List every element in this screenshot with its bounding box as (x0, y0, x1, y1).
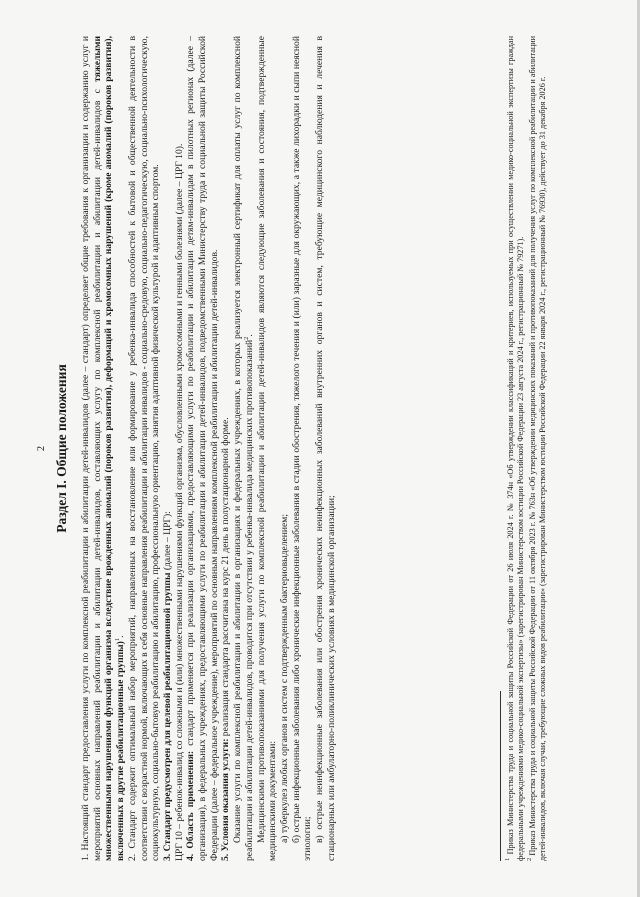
footnote-ref-2: 2 (242, 336, 250, 340)
paragraph-3 (162, 36, 174, 861)
paragraph-1-bold: тяжелыми множественными нарушениями функций организма вследствие врожденных аномалий (пороков развития), деформаций и хромосомных нарушений (кроме аномалий (пороков развития), включенных в другие реабилитационные группы) (91, 36, 127, 861)
page-number: 2 (36, 446, 47, 451)
paragraph-9: б) острые инфекционные заболевания либо хронические инфекционные заболевания в стадии обострения, тяжелого течения и (или) заразные для окружающих, а также лихорадки и сыпи неясной этиологии; (290, 36, 314, 861)
footnotes (506, 36, 549, 861)
paragraph-5 (220, 36, 232, 861)
footnote-ref-1: 1 (114, 637, 122, 642)
paragraph-5-text: реализация стандарта рассчитана на курс 21 день в полустационарной форме. (220, 417, 232, 739)
paragraph-10: в) острые неинфекционные заболевания или обострения хронических неинфекционных заболеваний внутренних органов и систем, требующие медицинского наблюдения и лечения в стационарных или амбулаторно-поликлинических условиях в медицинской организации; (314, 36, 337, 861)
paragraph-1-text: 1. Настоящий стандарт предоставления услуги по комплексной реабилитации и абилитации детей-инвалидов (далее – стандарт) определяет общие требования к организации и содержанию услуг и мероприятий основных направлений реабилитации и абилитации детей-инвалидов, составляющих услугу по комплексной реабилитации и абилитации детей-инвалидов с (80, 36, 103, 861)
paragraph-1 (80, 36, 127, 861)
paragraph-3-bold: 3. Стандарт предусмотрен для целевой реабилитационной группы (161, 572, 173, 861)
paragraph-7: Медицинскими противопоказаниями для получения услуги по комплексной реабилитации и абилитации детей-инвалидов являются следующие заболевания и состояния, подтвержденные медицинскими документами: (255, 36, 279, 861)
paragraph-6-text: Оказание услуги по комплексной реабилитации и абилитации в организациях и федеральных учреждениях, в которых реализуется электронный сертификат для оплаты услуг по комплексной реабилитации и абилитации детей-инвалидов, проводится при отсутствии у ребенка-инвалида медицинских противопоказаний (232, 36, 255, 861)
paragraph-5-bold: 5. Условия оказания услуги: (220, 738, 232, 861)
footnote-1-text: Приказ Министерства труда и социальной защиты Российской Федерации от 26 июля 2024 г. № 374н «Об утверждении классификаций и критериев, используемых при осуществлении медико-социальной экспертизы граждан федеральными учреждениями медико-социальной экспертизы» (зарегистрирован Министерством юстиции Российской Федерации 23 августа 2024 г., регистрационный № 79271). (506, 36, 526, 861)
paragraph-3-text: (далее – ЦРГ): (161, 511, 173, 573)
footnote-2 (525, 36, 549, 861)
footnote-2-marker: 2 (525, 857, 533, 861)
paragraph-4-text: стандарт применяется при реализации организациями, предоставляющими услуги по реабилитации и абилитации детям-инвалидам в пилотных регионах (далее – организация), в федеральных учреждениях, предоставляющими услуги по реабилитации и абилитации детей-инвалидов, подведомственными Министерству труда и социальной защиты Российской Федерации (далее – федеральное учреждение), мероприятий по основным направлениям комплексной реабилитации и абилитации детей-инвалидов. (185, 36, 220, 861)
rotated-page-content (28, 28, 612, 869)
footnote-1-marker: 1 (504, 857, 511, 861)
paragraph-4 (185, 36, 220, 861)
footnote-separator (500, 691, 501, 861)
paragraph-4-bold: 4. Область применения: (185, 750, 197, 861)
paragraph-3-crg: ЦРГ 10 – ребенок-инвалид со сложными и (или) множественными нарушениями функций организма, обусловленными хромосомными и генными болезнями (далее – ЦРГ 10). (173, 143, 185, 861)
footnote-1 (506, 36, 527, 861)
paragraph-6 (232, 36, 255, 861)
section-title: Раздел I. Общие положения (54, 364, 69, 533)
footnote-2-text: Приказ Министерства труда и социальной защиты Российской Федерации от 11 октября 2023 г. № 763н «Об утверждении медицинских показаний и противопоказаний для получения услуг по комплексной реабилитации и абилитации детей-инвалидов, включая случаи, требующие сложных видов реабилитации» (зарегистрирован Министерством юстиции Российской Федерации 22 января 2024 г., регистрационный № 76930), действует до 31 декабря 2026 г. (527, 36, 547, 861)
paragraph-1-tail: . (115, 635, 127, 638)
paragraph-6-tail: . (243, 334, 255, 337)
paragraph-2: 2. Стандарт содержит оптимальный набор мероприятий, направленных на восстановление или формирование у ребенка-инвалида способностей к бытовой и общественной деятельности в соответствии с возрастной нормой, включающих в себя основные направления реабилитации и абилитации инвалидов - социально-средовую, социально-педагогическую, социально-психологическую, социокультурную, социально-бытовую реабилитацию и абилитацию, профессиональную ориентацию, занятия адаптивной физической культурой и адаптивным спортом. (126, 36, 162, 861)
body-text (80, 36, 337, 861)
paragraph-8: а) туберкулез любых органов и систем с подтвержденным бактериовыделением; (278, 513, 290, 843)
